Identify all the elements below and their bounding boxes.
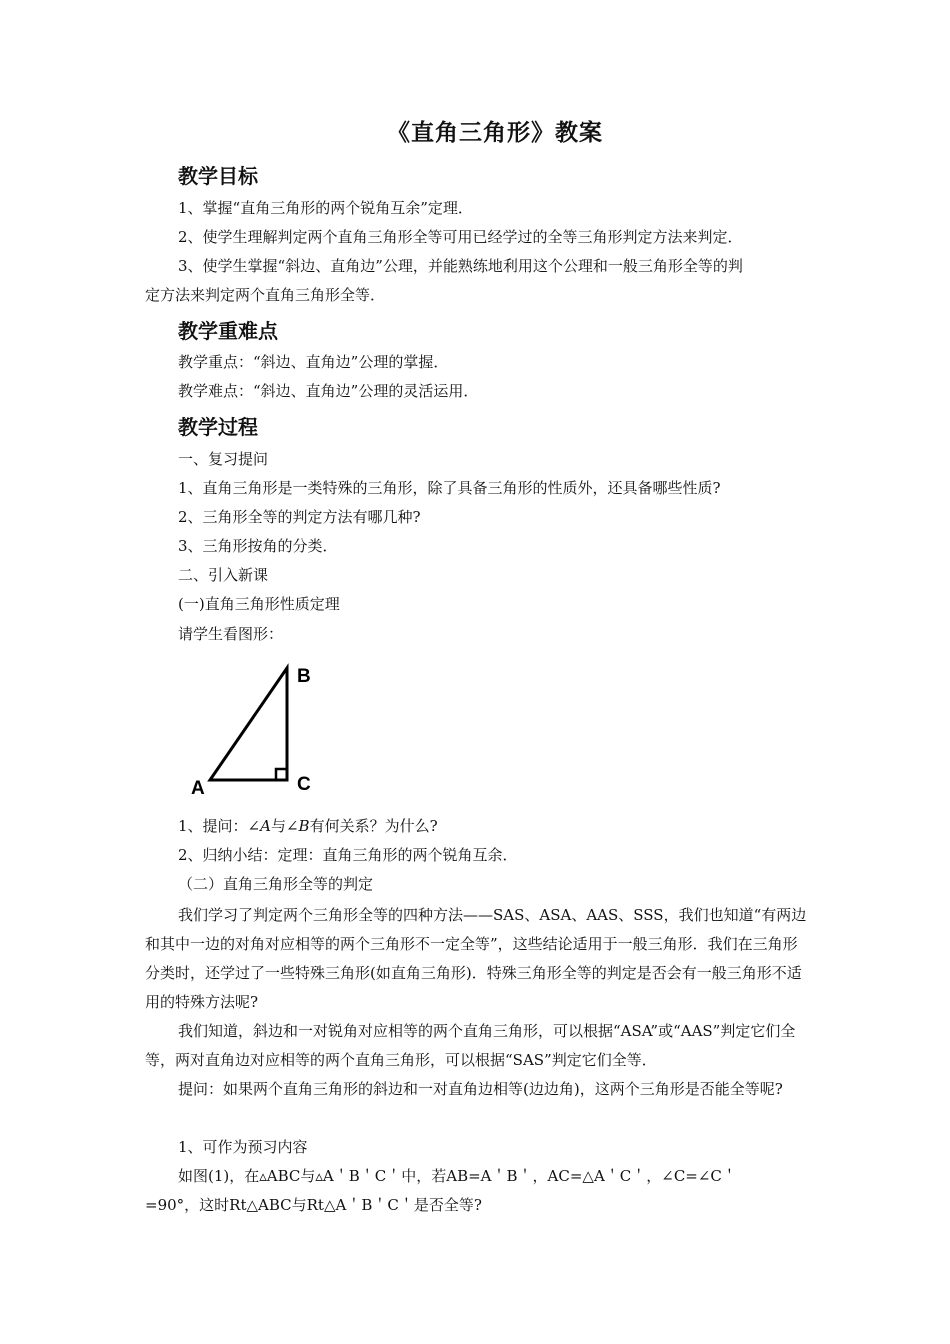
preview-line: 如图(1)，在▵ABC与▵A＇B＇C＇中，若AB=A＇B＇，AC=△A＇C＇，∠C=∠C＇ xyxy=(178,1167,737,1185)
paragraph-known-criteria: 我们知道，斜边和一对锐角对应相等的两个直角三角形，可以根据“ASA”或“AAS”判定它们全等，两对直角边对应相等的两个直角三角形，可以根据“SAS”判定它们全等． xyxy=(145,1022,796,1069)
key-point-item: 教学重点：“斜边、直角边”公理的掌握． xyxy=(178,353,449,371)
key-points-heading: 教学重难点 xyxy=(178,319,278,343)
theorem-summary: 2、归纳小结：定理：直角三角形的两个锐角互余． xyxy=(178,846,518,864)
part1-title: 一、复习提问 xyxy=(178,450,269,468)
paragraph-question-ssa: 提问：如果两个直角三角形的斜边和一对直角边相等(边边角)，这两个三角形是否能全等呢? xyxy=(178,1080,783,1098)
objectives-heading: 教学目标 xyxy=(178,164,258,188)
preview-title: 1、可作为预习内容 xyxy=(178,1138,308,1156)
subsection2-title: （二）直角三角形全等的判定 xyxy=(178,875,374,893)
objective-item: 1、掌握“直角三角形的两个锐角互余”定理． xyxy=(178,199,473,217)
triangle-outline xyxy=(210,668,287,780)
vertex-label-a: A xyxy=(191,778,205,799)
subsection1-title: (一)直角三角形性质定理 xyxy=(178,595,340,613)
paragraph-congruence-methods: 我们学习了判定两个三角形全等的四种方法——SAS、ASA、AAS、SSS，我们也知道“有两边和其中一边的对角对应相等的两个三角形不一定全等”，这些结论适用于一般三角形．我们在三角形分类时，还学过了一些特殊三角形(如直角三角形)．特殊三角形全等的判定是否会有一般三角形不适用的特殊方法呢? xyxy=(145,906,807,1011)
figure-prompt: 请学生看图形： xyxy=(178,625,284,643)
objective-item: 2、使学生理解判定两个直角三角形全等可用已经学过的全等三角形判定方法来判定． xyxy=(178,228,743,246)
preview-line-continued: =90°，这时Rt△ABC与Rt△A＇B＇C＇是否全等? xyxy=(145,1196,482,1214)
key-point-item: 教学难点：“斜边、直角边”公理的灵活运用． xyxy=(178,382,479,400)
objective-item-continued: 定方法来判定两个直角三角形全等． xyxy=(145,286,386,304)
right-angle-marker xyxy=(276,769,287,780)
question-angles: 1、提问：∠A与∠B有何关系？为什么? xyxy=(178,817,438,835)
right-triangle-figure xyxy=(185,660,325,800)
process-heading: 教学过程 xyxy=(178,415,258,439)
document-title: 《直角三角形》教案 xyxy=(387,120,603,146)
review-question: 3、三角形按角的分类． xyxy=(178,537,338,555)
objective-item: 3、使学生掌握“斜边、直角边”公理，并能熟练地利用这个公理和一般三角形全等的判 xyxy=(178,257,743,275)
review-question: 1、直角三角形是一类特殊的三角形，除了具备三角形的性质外，还具备哪些性质? xyxy=(178,479,721,497)
vertex-label-b: B xyxy=(297,666,311,687)
vertex-label-c: C xyxy=(297,774,311,795)
review-question: 2、三角形全等的判定方法有哪几种? xyxy=(178,508,421,526)
part2-title: 二、引入新课 xyxy=(178,566,269,584)
